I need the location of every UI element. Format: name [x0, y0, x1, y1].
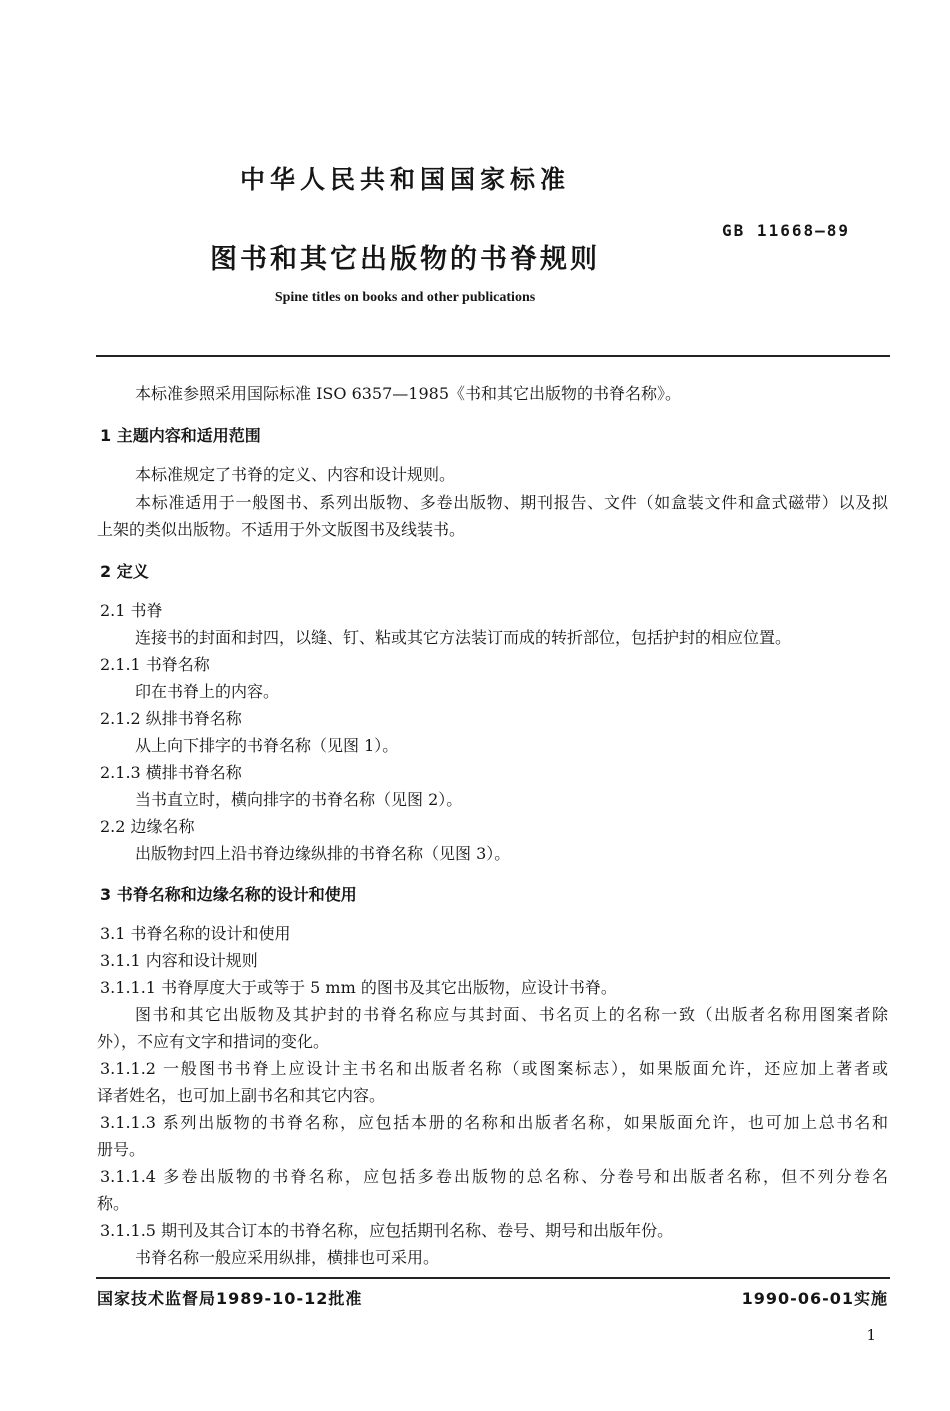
section-3-1-1-2-line-1: 3.1.1.2 一般图书书脊上应设计主书名和出版者名称（或图案标志），如果版面允许，还应加上著者或 — [100, 1059, 888, 1078]
section-3-1-1-5-paragraph: 书脊名称一般应采用纵排，横排也可采用。 — [135, 1248, 440, 1267]
section-2-1-1-heading: 2.1.1 书脊名称 — [100, 655, 210, 674]
section-1-paragraph-2-line-2: 上架的类似出版物。不适用于外文版图书及线装书。 — [97, 520, 466, 539]
section-3-1-1-4-line-1: 3.1.1.4 多卷出版物的书脊名称，应包括多卷出版物的总名称、分卷号和出版者名称，但不列分卷名 — [100, 1167, 888, 1186]
section-3-1-1-1: 3.1.1.1 书脊厚度大于或等于 5 mm 的图书及其它出版物，应设计书脊。 — [100, 978, 617, 997]
section-2-heading: 2 定义 — [100, 562, 149, 581]
effective-date: 1990-06-01实施 — [741, 1289, 888, 1308]
section-2-1-3-text: 当书直立时，横向排字的书脊名称（见图 2）。 — [135, 790, 463, 809]
section-1-heading: 1 主题内容和适用范围 — [100, 426, 261, 445]
section-2-1-2-heading: 2.1.2 纵排书脊名称 — [100, 709, 242, 728]
section-3-1-1-heading: 3.1.1 内容和设计规则 — [100, 951, 258, 970]
section-2-1-text: 连接书的封面和封四，以缝、钉、粘或其它方法装订而成的转折部位，包括护封的相应位置。 — [135, 628, 792, 647]
document-title: 图书和其它出版物的书脊规则 — [210, 244, 600, 275]
footer-divider — [96, 1277, 890, 1279]
section-2-1-2-text: 从上向下排字的书脊名称（见图 1）。 — [135, 736, 399, 755]
standard-number: GB 11668—89 — [722, 221, 850, 240]
section-1-paragraph-2-line-1: 本标准适用于一般图书、系列出版物、多卷出版物、期刊报告、文件（如盒装文件和盒式磁带）以及拟 — [135, 493, 888, 512]
intro-paragraph: 本标准参照采用国际标准 ISO 6357—1985《书和其它出版物的书脊名称》。 — [135, 384, 682, 403]
section-3-1-1-4-line-2: 称。 — [97, 1194, 130, 1213]
approval-date: 国家技术监督局1989-10-12批准 — [97, 1289, 363, 1308]
national-standard-heading: 中华人民共和国国家标准 — [239, 165, 570, 194]
page-number: 1 — [866, 1326, 876, 1344]
section-3-1-1-3-line-1: 3.1.1.3 系列出版物的书脊名称，应包括本册的名称和出版者名称，如果版面允许，也可加上总书名和 — [100, 1113, 888, 1132]
section-2-2-heading: 2.2 边缘名称 — [100, 817, 195, 836]
section-3-1-heading: 3.1 书脊名称的设计和使用 — [100, 924, 291, 943]
section-3-heading: 3 书脊名称和边缘名称的设计和使用 — [100, 885, 357, 904]
section-2-1-3-heading: 2.1.3 横排书脊名称 — [100, 763, 242, 782]
document-title-english: Spine titles on books and other publications — [274, 290, 536, 305]
section-2-2-text: 出版物封四上沿书脊边缘纵排的书脊名称（见图 3）。 — [135, 844, 511, 863]
section-2-1-heading: 2.1 书脊 — [100, 601, 163, 620]
section-3-1-1-1-paragraph-line-1: 图书和其它出版物及其护封的书脊名称应与其封面、书名页上的名称一致（出版者名称用图案者除 — [135, 1005, 888, 1024]
section-2-1-1-text: 印在书脊上的内容。 — [135, 682, 280, 701]
section-3-1-1-5: 3.1.1.5 期刊及其合订本的书脊名称，应包括期刊名称、卷号、期号和出版年份。 — [100, 1221, 674, 1240]
section-3-1-1-1-paragraph-line-2: 外），不应有文字和措词的变化。 — [97, 1032, 330, 1051]
section-3-1-1-2-line-2: 译者姓名，也可加上副书名和其它内容。 — [97, 1086, 386, 1105]
section-3-1-1-3-line-2: 册号。 — [97, 1140, 146, 1159]
section-1-paragraph-1: 本标准规定了书脊的定义、内容和设计规则。 — [135, 465, 456, 484]
header-divider — [96, 355, 890, 357]
